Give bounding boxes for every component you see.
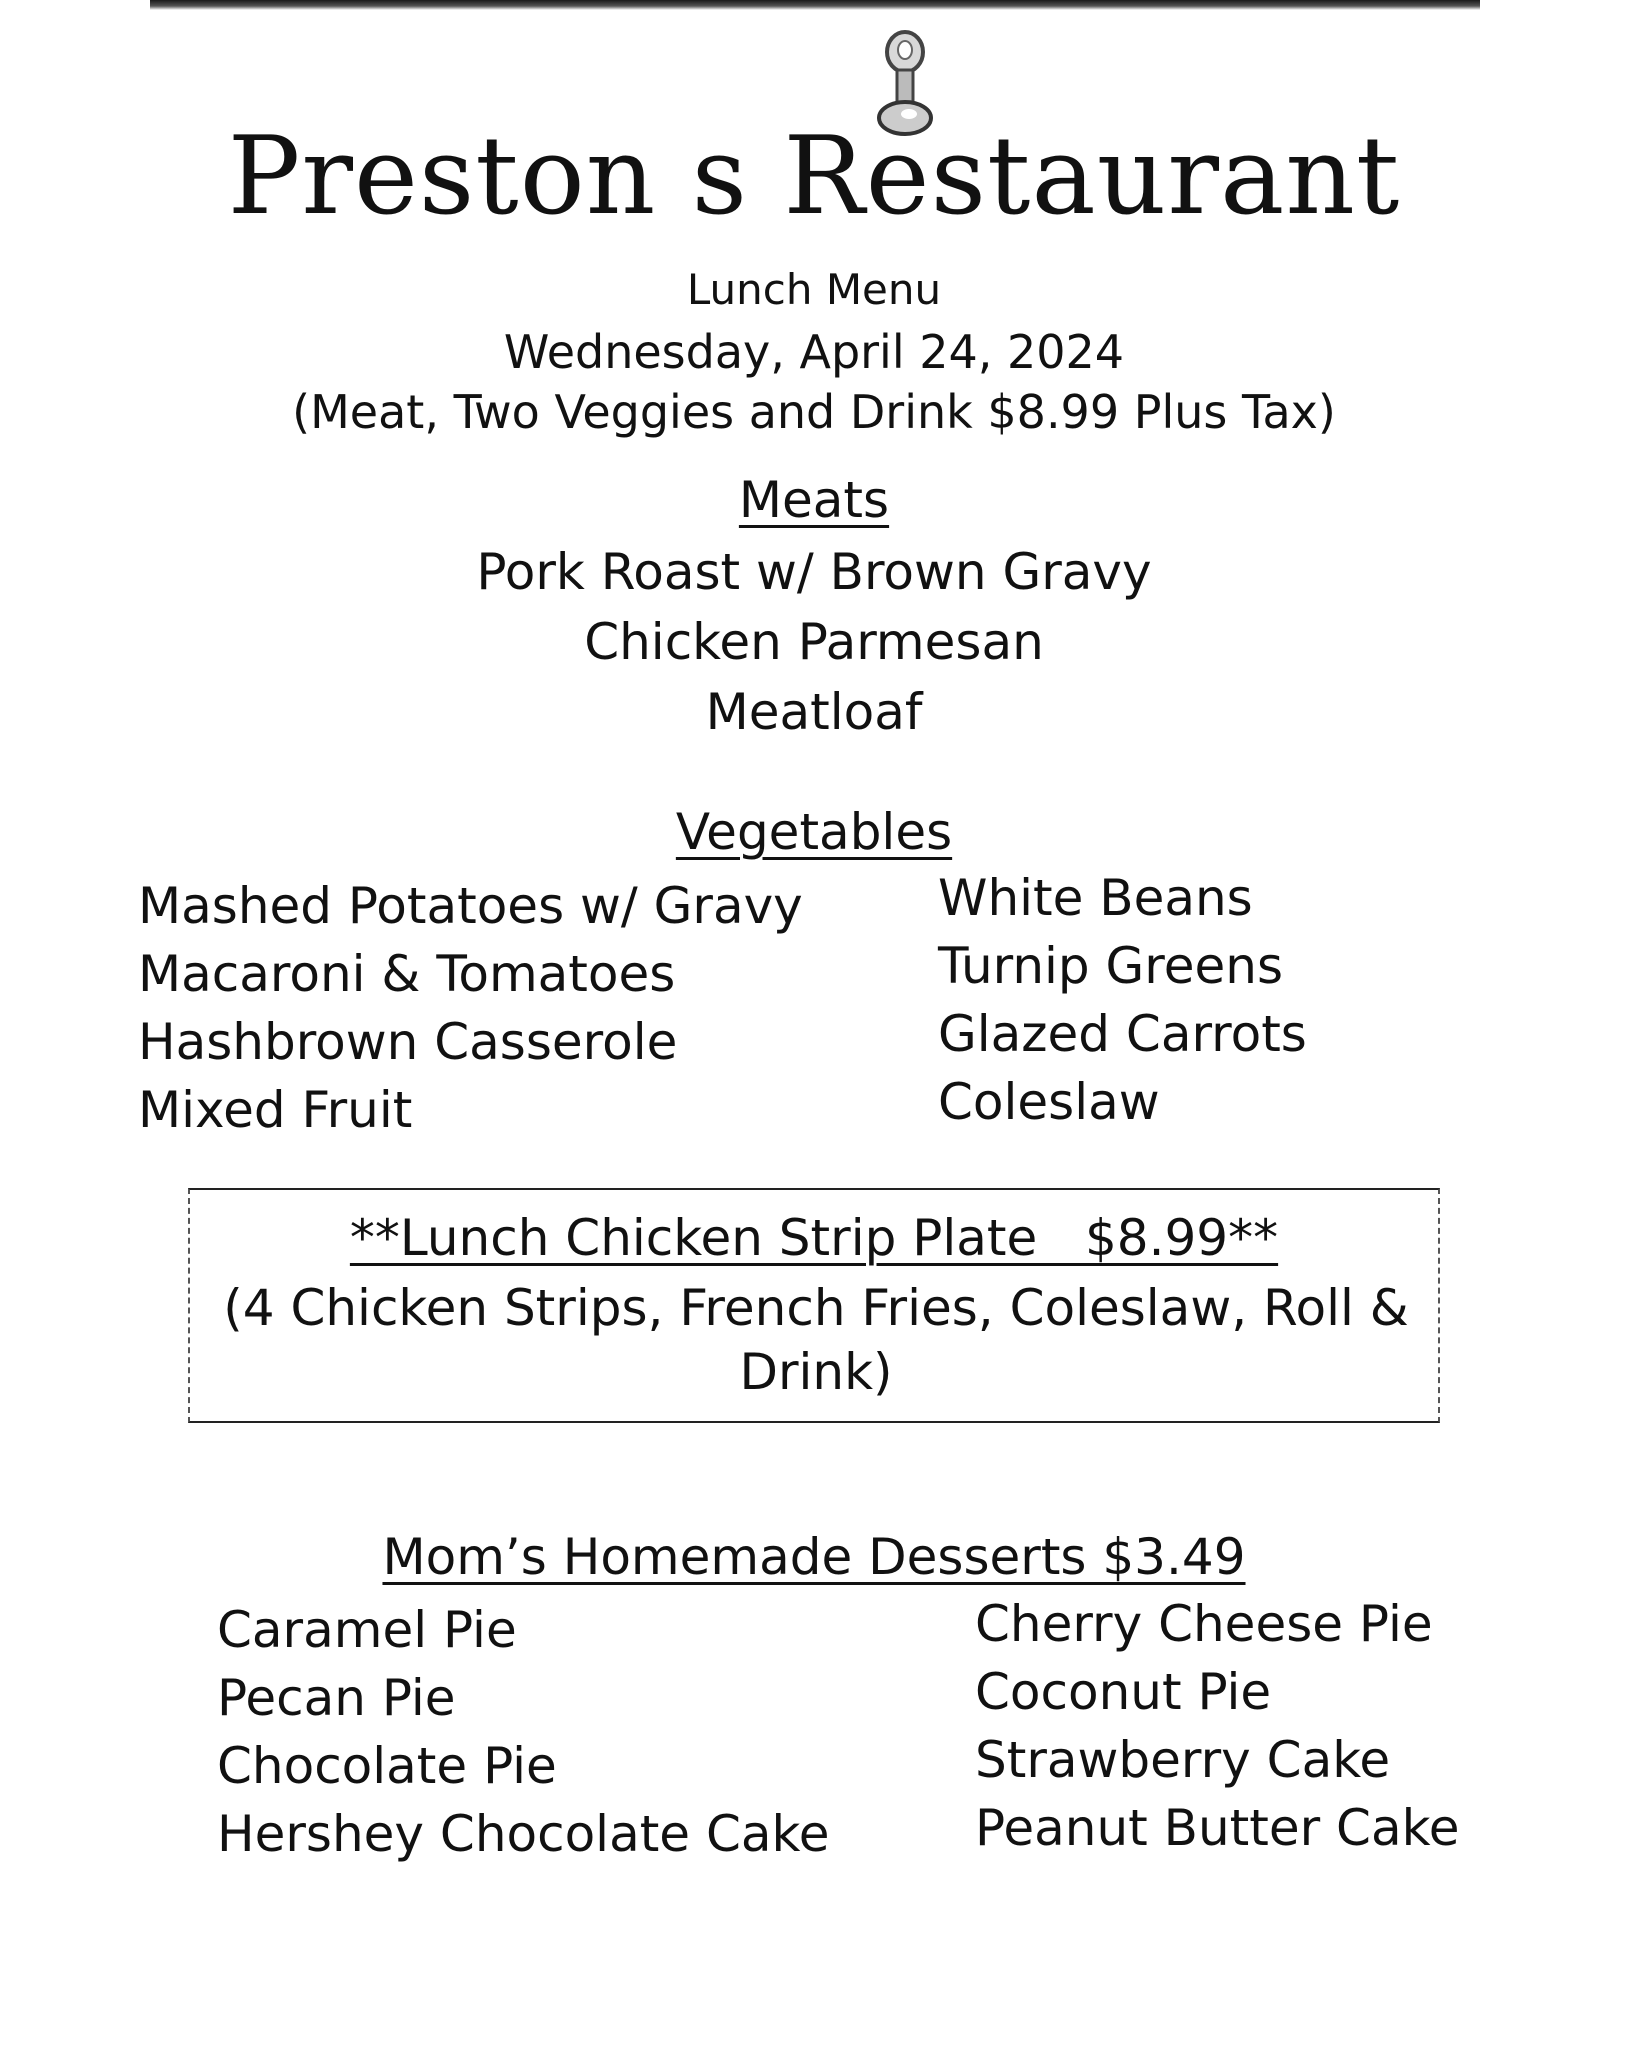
menu-title: Lunch Menu xyxy=(686,265,942,314)
vegetables-left-column xyxy=(138,872,803,1144)
dessert-item: Peanut Butter Cake xyxy=(975,1799,1460,1857)
vegetable-item: Coleslaw xyxy=(938,1073,1160,1131)
dessert-item: Pecan Pie xyxy=(217,1669,456,1727)
meats-heading xyxy=(0,468,1628,532)
vegetable-item: Macaroni & Tomatoes xyxy=(138,945,676,1003)
menu-deal: (Meat, Two Veggies and Drink $8.99 Plus Tax) xyxy=(292,385,1336,439)
menu-date: Wednesday, April 24, 2024 xyxy=(503,325,1125,379)
vegetable-item: White Beans xyxy=(938,869,1253,927)
meats-heading-label: Meats xyxy=(738,471,890,529)
meats-list xyxy=(0,537,1628,747)
restaurant-name: Preston s Restaurant xyxy=(227,114,1401,239)
vegetables-heading xyxy=(0,800,1628,864)
desserts-right-column xyxy=(975,1590,1460,1862)
dessert-item: Chocolate Pie xyxy=(217,1737,557,1795)
vegetable-item: Turnip Greens xyxy=(938,937,1283,995)
dessert-item: Coconut Pie xyxy=(975,1663,1272,1721)
vegetables-right-column xyxy=(938,864,1307,1136)
paper-top-edge xyxy=(150,0,1480,10)
meat-item: Chicken Parmesan xyxy=(584,613,1044,671)
meat-item: Meatloaf xyxy=(705,683,923,741)
special-title xyxy=(190,1206,1438,1270)
desserts-heading-label: Mom’s Homemade Desserts $3.49 xyxy=(382,1528,1246,1586)
dessert-item: Strawberry Cake xyxy=(975,1731,1391,1789)
vegetable-item: Mashed Potatoes w/ Gravy xyxy=(138,877,803,935)
special-title-label: **Lunch Chicken Strip Plate $8.99** xyxy=(349,1209,1279,1267)
vegetable-item: Mixed Fruit xyxy=(138,1081,413,1139)
desserts-left-column xyxy=(217,1596,829,1868)
dessert-item: Caramel Pie xyxy=(217,1601,517,1659)
desserts-heading xyxy=(0,1525,1628,1589)
dessert-item: Cherry Cheese Pie xyxy=(975,1595,1433,1653)
vegetable-item: Hashbrown Casserole xyxy=(138,1013,678,1071)
dessert-item: Hershey Chocolate Cake xyxy=(217,1805,830,1863)
meat-item: Pork Roast w/ Brown Gravy xyxy=(476,543,1152,601)
vegetable-item: Glazed Carrots xyxy=(938,1005,1307,1063)
vegetables-heading-label: Vegetables xyxy=(675,803,953,861)
chicken-strip-special-box xyxy=(188,1188,1440,1423)
special-details: (4 Chicken Strips, French Fries, Coleslaw, Roll & Drink) xyxy=(223,1279,1409,1401)
